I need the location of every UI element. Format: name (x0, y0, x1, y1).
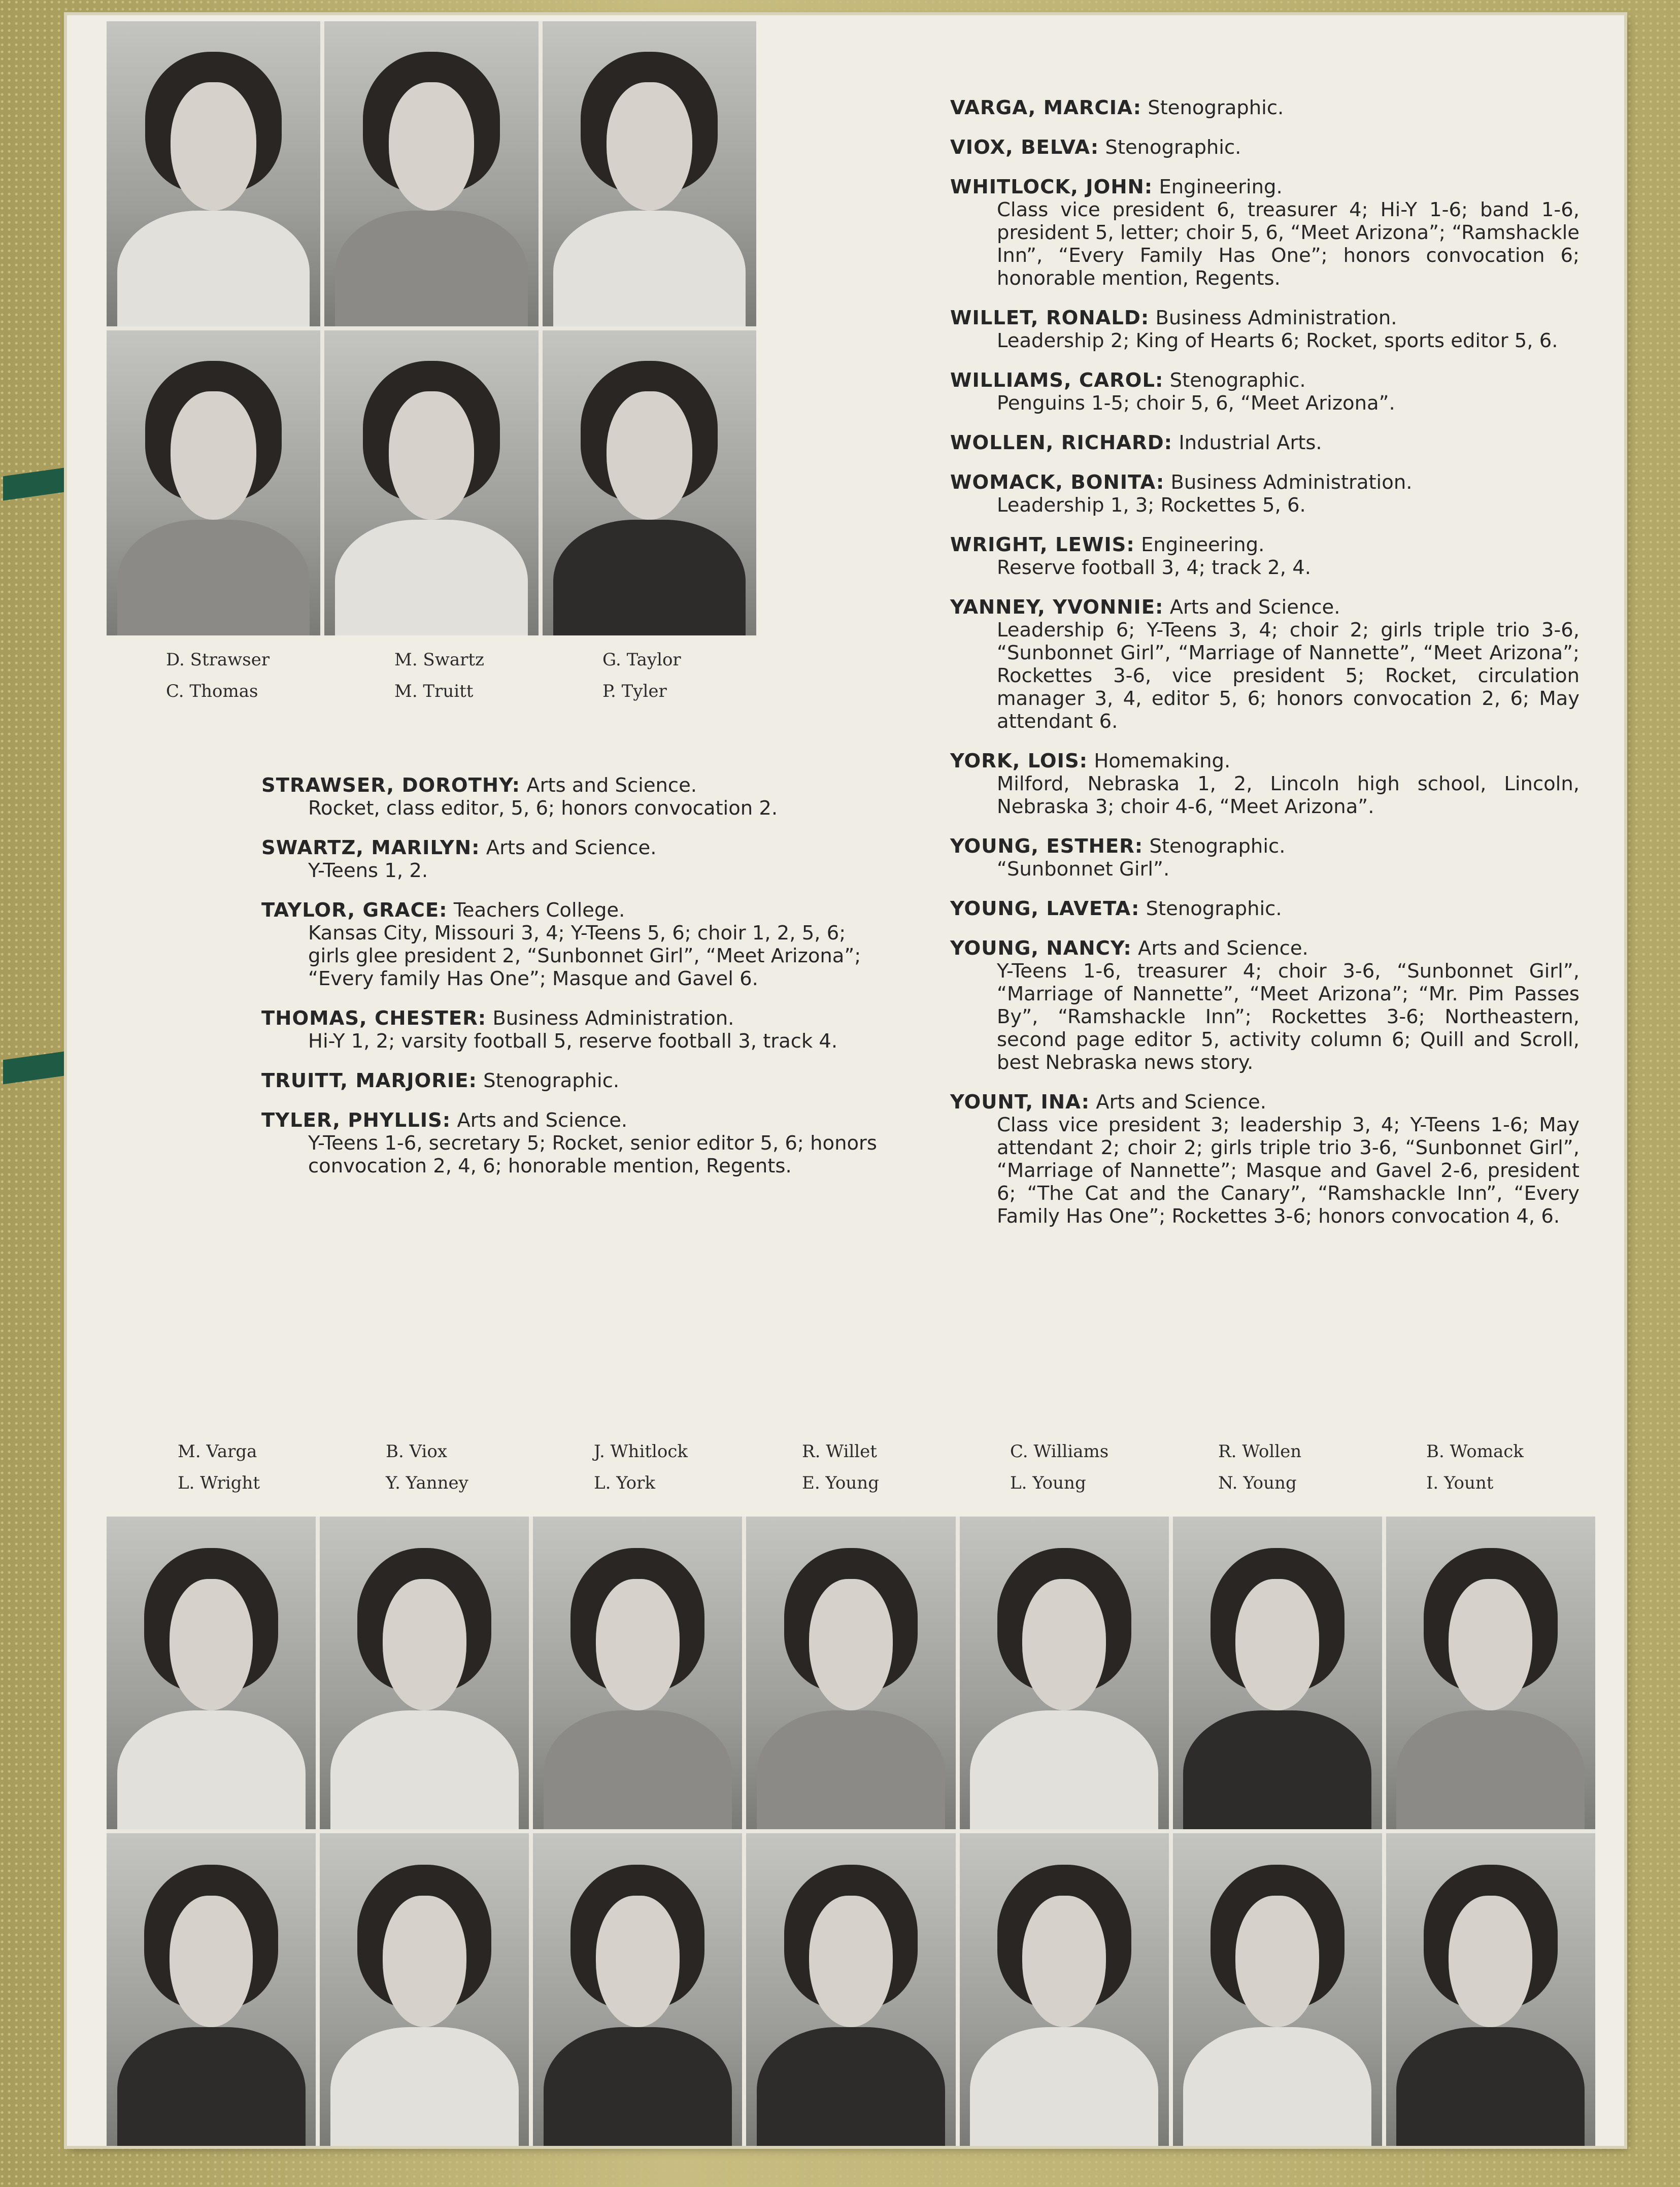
senior-activities: Leadership 6; Y-Teens 3, 4; choir 2; girls triple trio 3-6, “Sunbonnet Girl”, “Marriage of Nannette”, “Meet Arizona”; Rockettes 3-6, vice president 5; Rocket, circulation manager 3, 4, editor 5, 6; honors convocation 2, 6; May attendant 6. (997, 619, 1580, 733)
photo-caption: I. Yount (1426, 1473, 1494, 1493)
senior-name: VIOX, BELVA: (950, 136, 1099, 159)
senior-entry (950, 307, 1580, 352)
senior-entry (950, 596, 1580, 733)
top-portrait-grid (107, 21, 756, 635)
senior-name: TAYLOR, GRACE: (261, 899, 448, 922)
senior-name: WILLET, RONALD: (950, 307, 1150, 329)
photo-caption: M. Swartz (394, 650, 484, 670)
portrait-photo (1173, 1833, 1382, 2146)
senior-course: Stenographic. (483, 1069, 620, 1092)
senior-name: SWARTZ, MARILYN: (261, 836, 480, 859)
senior-name: WOMACK, BONITA: (950, 471, 1165, 494)
senior-activities: Class vice president 3; leadership 3, 4; Y-Teens 1-6; May attendant 2; choir 2; girls triple trio 3-6, “Sunbonnet Girl”, “Marriage of Nannette”; Masque and Gavel 2-6, president 6; “The Cat and the Canary”, “Ramshackle Inn”, “Every Family Has One”; Rockettes 3-6; honors convocation 4, 6. (997, 1114, 1580, 1228)
portrait-photo (320, 1517, 529, 1829)
senior-entry (950, 176, 1580, 290)
senior-entries-right-column (950, 96, 1580, 1244)
portrait-photo (1386, 1517, 1595, 1829)
portrait-photo (960, 1833, 1169, 2146)
senior-entry (950, 96, 1580, 119)
senior-entry (261, 1007, 886, 1053)
senior-name: YOUNG, ESTHER: (950, 835, 1144, 858)
portrait-photo (1386, 1833, 1595, 2146)
senior-course: Stenographic. (1105, 136, 1241, 159)
senior-activities: Y-Teens 1-6, treasurer 4; choir 3-6, “Sunbonnet Girl”, “Marriage of Nannette”, “Meet Arizona”; “Mr. Pim Passes By”, “Ramshackle Inn”; Rockettes 3-6; Northeastern, second page editor 5, activity column 6; Quill and Scroll, best Nebraska news story. (997, 960, 1580, 1074)
photo-caption: E. Young (802, 1473, 879, 1493)
senior-name: YANNEY, YVONNIE: (950, 596, 1164, 619)
senior-course: Business Administration. (1170, 471, 1413, 494)
senior-entry (261, 1109, 886, 1177)
portrait-photo (533, 1517, 742, 1829)
senior-activities: Rocket, class editor, 5, 6; honors convocation 2. (308, 797, 778, 820)
senior-entry (261, 774, 886, 820)
photo-caption: L. York (594, 1473, 656, 1493)
senior-entry (950, 835, 1580, 881)
senior-activities: Hi-Y 1, 2; varsity football 5, reserve football 3, track 4. (308, 1030, 838, 1053)
photo-caption: B. Viox (386, 1441, 448, 1462)
senior-activities: Reserve football 3, 4; track 2, 4. (997, 556, 1312, 579)
senior-activities: Milford, Nebraska 1, 2, Lincoln high school, Lincoln, Nebraska 3; choir 4-6, “Meet Arizona”. (997, 772, 1580, 818)
senior-course: Business Administration. (492, 1007, 734, 1030)
top-photo-captions (166, 650, 775, 701)
senior-entry (950, 533, 1580, 579)
bottom-portrait-grid (107, 1517, 1595, 2146)
portrait-photo (960, 1517, 1169, 1829)
senior-activities: Penguins 1-5; choir 5, 6, “Meet Arizona”. (997, 392, 1395, 415)
portrait-photo (746, 1833, 955, 2146)
portrait-photo (107, 1833, 316, 2146)
senior-course: Arts and Science. (1138, 937, 1308, 960)
senior-course: Stenographic. (1146, 897, 1282, 920)
senior-entry (950, 431, 1580, 454)
senior-course: Arts and Science. (1169, 596, 1340, 619)
senior-name: WILLIAMS, CAROL: (950, 369, 1164, 392)
portrait-photo (107, 1517, 316, 1829)
senior-entry (950, 937, 1580, 1074)
senior-course: Homemaking. (1094, 750, 1231, 772)
senior-name: WOLLEN, RICHARD: (950, 431, 1173, 454)
portrait-photo (107, 21, 320, 326)
photo-caption: G. Taylor (602, 650, 681, 670)
senior-entry (950, 369, 1580, 415)
senior-activities: Leadership 2; King of Hearts 6; Rocket, sports editor 5, 6. (997, 329, 1558, 352)
senior-entries-left-column (261, 774, 886, 1194)
photo-caption: P. Tyler (602, 681, 667, 701)
senior-activities: “Sunbonnet Girl”. (997, 858, 1170, 881)
portrait-photo (543, 330, 756, 635)
photo-caption: L. Young (1010, 1473, 1086, 1493)
senior-course: Engineering. (1159, 176, 1283, 198)
senior-entry (261, 1069, 886, 1092)
senior-course: Industrial Arts. (1179, 431, 1322, 454)
portrait-photo (746, 1517, 955, 1829)
senior-course: Arts and Science. (1096, 1091, 1266, 1114)
senior-activities: Y-Teens 1, 2. (308, 859, 428, 882)
yearbook-page (67, 15, 1624, 2146)
senior-course: Teachers College. (453, 899, 625, 922)
senior-course: Arts and Science. (457, 1109, 628, 1132)
photo-caption: M. Varga (178, 1441, 257, 1462)
senior-course: Stenographic. (1148, 96, 1284, 119)
senior-entry (950, 897, 1580, 920)
senior-name: YOUNT, INA: (950, 1091, 1090, 1114)
senior-course: Business Administration. (1155, 307, 1397, 329)
portrait-photo (543, 21, 756, 326)
senior-activities: Kansas City, Missouri 3, 4; Y-Teens 5, 6; choir 1, 2, 5, 6; girls glee president 2, “Sunbonnet Girl”, “Meet Arizona”; “Every family Has One”; Masque and Gavel 6. (308, 922, 861, 990)
photo-caption: L. Wright (178, 1473, 260, 1493)
senior-name: YORK, LOIS: (950, 750, 1088, 772)
photo-caption: C. Thomas (166, 681, 258, 701)
portrait-photo (533, 1833, 742, 2146)
senior-entry (261, 836, 886, 882)
senior-name: WHITLOCK, JOHN: (950, 176, 1153, 198)
senior-name: TYLER, PHYLLIS: (261, 1109, 451, 1132)
senior-name: YOUNG, LAVETA: (950, 897, 1140, 920)
senior-course: Stenographic. (1169, 369, 1306, 392)
photo-caption: R. Willet (802, 1441, 877, 1462)
senior-entry (261, 899, 886, 990)
portrait-photo (324, 21, 538, 326)
photo-caption: N. Young (1218, 1473, 1297, 1493)
senior-name: YOUNG, NANCY: (950, 937, 1132, 960)
bottom-photo-captions (178, 1441, 1624, 1493)
senior-name: VARGA, MARCIA: (950, 96, 1142, 119)
senior-entry (950, 750, 1580, 818)
portrait-photo (1173, 1517, 1382, 1829)
portrait-photo (107, 330, 320, 635)
photo-caption: C. Williams (1010, 1441, 1109, 1462)
bookmark-ribbon (3, 468, 64, 501)
photo-caption: Y. Yanney (386, 1473, 468, 1493)
portrait-photo (320, 1833, 529, 2146)
senior-course: Engineering. (1141, 533, 1265, 556)
senior-entry (950, 471, 1580, 517)
senior-course: Arts and Science. (526, 774, 697, 797)
senior-entry (950, 136, 1580, 159)
portrait-photo (324, 330, 538, 635)
photo-caption: D. Strawser (166, 650, 270, 670)
photo-caption: J. Whitlock (594, 1441, 688, 1462)
senior-course: Arts and Science. (486, 836, 657, 859)
senior-name: STRAWSER, DOROTHY: (261, 774, 521, 797)
senior-name: TRUITT, MARJORIE: (261, 1069, 477, 1092)
senior-activities: Class vice president 6, treasurer 4; Hi-Y 1-6; band 1-6, president 5, letter; choir 5, 6, “Meet Arizona”; “Ramshackle Inn”, “Every Family Has One”; honors convocation 6; honorable mention, Regents. (997, 198, 1580, 290)
senior-entry (950, 1091, 1580, 1228)
photo-caption: M. Truitt (394, 681, 474, 701)
senior-name: WRIGHT, LEWIS: (950, 533, 1135, 556)
senior-activities: Y-Teens 1-6, secretary 5; Rocket, senior editor 5, 6; honors convocation 2, 4, 6; honorable mention, Regents. (308, 1132, 877, 1177)
senior-name: THOMAS, CHESTER: (261, 1007, 487, 1030)
senior-activities: Leadership 1, 3; Rockettes 5, 6. (997, 494, 1306, 517)
senior-course: Stenographic. (1149, 835, 1286, 858)
bookmark-ribbon (3, 1052, 64, 1085)
photo-caption: B. Womack (1426, 1441, 1524, 1462)
photo-caption: R. Wollen (1218, 1441, 1302, 1462)
